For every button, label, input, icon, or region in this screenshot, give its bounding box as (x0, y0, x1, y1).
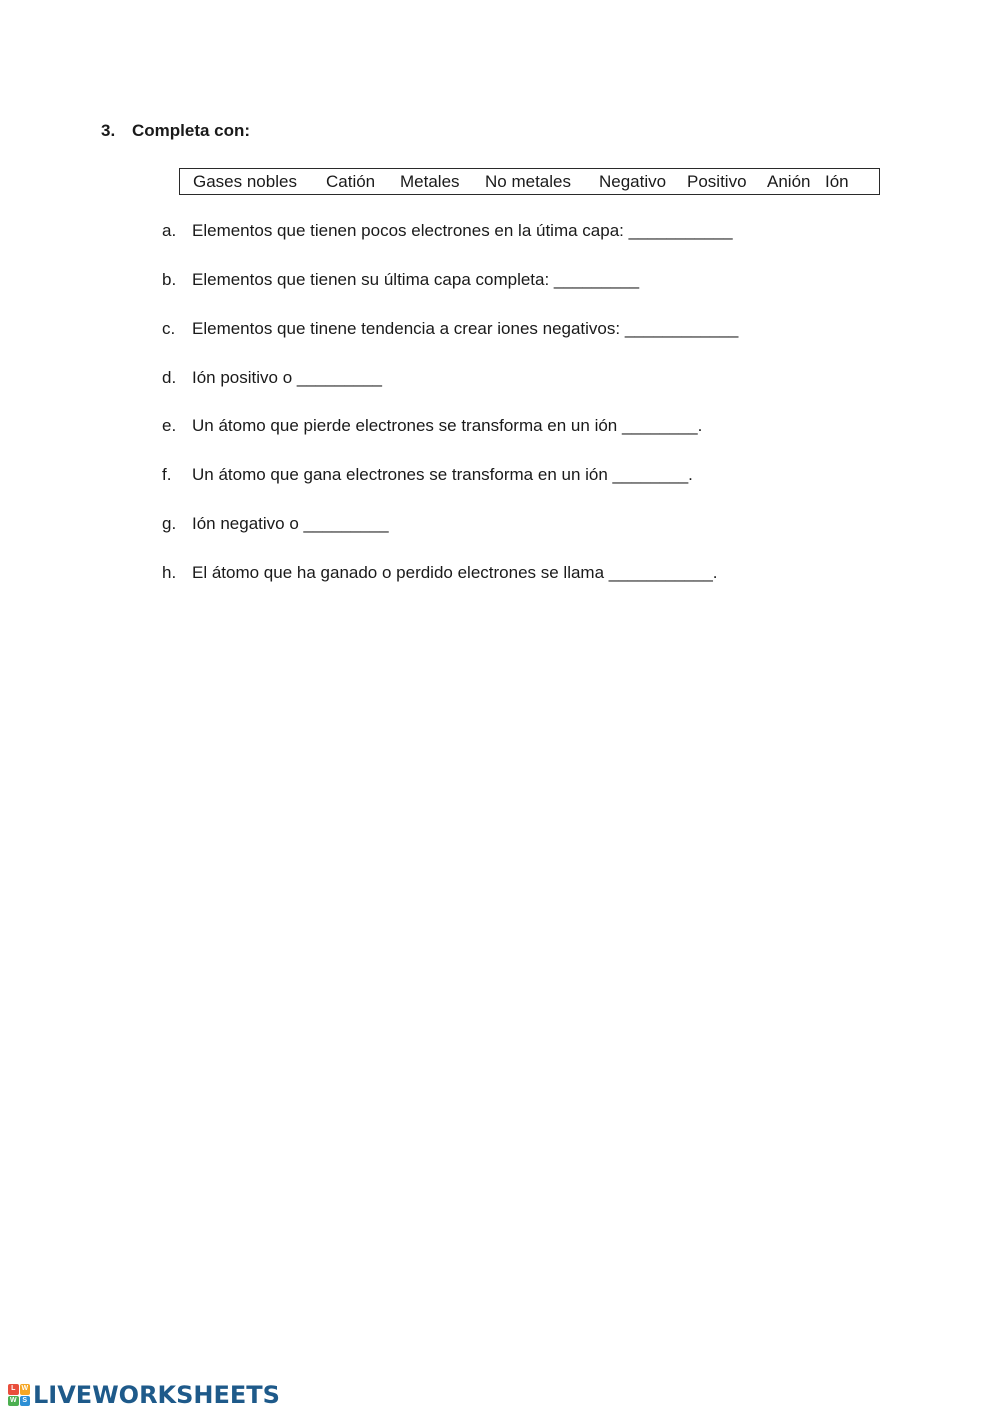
item-letter: c. (162, 319, 176, 338)
word-bank-item: Catión (326, 172, 376, 191)
exercise-heading (101, 120, 250, 142)
item-letter: b. (162, 270, 177, 289)
word-bank-item: Negativo (599, 172, 667, 191)
word-bank-item: Anión (767, 172, 811, 191)
question-item-d (162, 367, 382, 389)
question-item-a (162, 220, 733, 242)
item-text: Elementos que tinene tendencia a crear iones negativos: ____________ (192, 319, 739, 338)
question-item-e (162, 415, 702, 437)
question-item-b (162, 269, 639, 291)
mark-cell: L (8, 1384, 19, 1395)
liveworksheets-mark-icon (8, 1384, 30, 1406)
item-text: Un átomo que pierde electrones se transforma en un ión ________. (192, 416, 703, 435)
question-item-g (162, 513, 389, 535)
item-letter: h. (162, 563, 177, 582)
item-text: Elementos que tienen su última capa completa: _________ (192, 270, 640, 289)
item-text: Ión positivo o _________ (192, 368, 382, 387)
item-text: Ión negativo o _________ (192, 514, 389, 533)
item-letter: e. (162, 416, 177, 435)
word-bank-item: No metales (485, 172, 571, 191)
item-text: Elementos que tienen pocos electrones en la útima capa: ___________ (192, 221, 733, 240)
mark-cell: W (20, 1384, 31, 1395)
mark-cell: W (8, 1396, 19, 1407)
question-item-c (162, 318, 738, 340)
exercise-title: Completa con: (132, 121, 251, 140)
mark-cell: S (20, 1396, 31, 1407)
exercise-number: 3. (101, 121, 116, 140)
word-bank (179, 168, 880, 195)
word-bank-item: Metales (400, 172, 460, 191)
word-bank-item: Positivo (687, 172, 747, 191)
item-text: Un átomo que gana electrones se transforma en un ión ________. (192, 465, 693, 484)
question-item-h (162, 562, 718, 584)
liveworksheets-logo (8, 1381, 280, 1409)
question-item-f (162, 464, 693, 486)
logo-text: LIVEWORKSHEETS (33, 1381, 280, 1409)
item-letter: f. (162, 465, 172, 484)
word-bank-item: Ión (825, 172, 849, 191)
item-letter: g. (162, 514, 177, 533)
word-bank-item: Gases nobles (193, 172, 297, 191)
item-letter: a. (162, 221, 177, 240)
item-letter: d. (162, 368, 177, 387)
item-text: El átomo que ha ganado o perdido electrones se llama ___________. (192, 563, 718, 582)
